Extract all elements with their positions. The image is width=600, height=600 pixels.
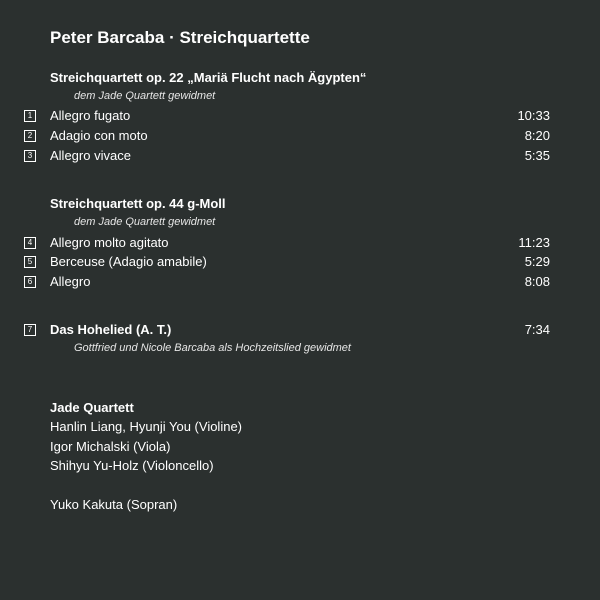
- work-title: Streichquartett op. 44 g-Moll: [50, 196, 226, 211]
- track-duration: 8:08: [524, 274, 550, 289]
- track-number-box: 2: [24, 130, 36, 142]
- track-number-box: 6: [24, 276, 36, 288]
- track-number-box: 3: [24, 150, 36, 162]
- track-title: Berceuse (Adagio amabile): [50, 254, 207, 269]
- work-dedication: Gottfried und Nicole Barcaba als Hochzeitslied gewidmet: [74, 342, 351, 354]
- track-title: Allegro fugato: [50, 108, 131, 123]
- track-title: Adagio con moto: [50, 128, 148, 143]
- track-title: Allegro vivace: [50, 148, 131, 163]
- track-duration: 5:35: [524, 148, 550, 163]
- track-title: Allegro molto agitato: [50, 235, 169, 250]
- ensemble-member: Shihyu Yu-Holz (Violoncello): [50, 458, 214, 473]
- page-title: Peter Barcaba · Streichquartette: [50, 28, 310, 47]
- track-duration: 5:29: [524, 254, 550, 269]
- track-number-box: 1: [24, 110, 36, 122]
- work-dedication: dem Jade Quartett gewidmet: [74, 216, 216, 228]
- ensemble-name: Jade Quartett: [50, 400, 134, 415]
- ensemble-member: Igor Michalski (Viola): [50, 439, 171, 454]
- track-number-box: 7: [24, 324, 36, 336]
- track-duration: 11:23: [518, 235, 550, 250]
- track-title: Allegro: [50, 274, 91, 289]
- work-dedication: dem Jade Quartett gewidmet: [74, 90, 216, 102]
- soloist: Yuko Kakuta (Sopran): [50, 497, 178, 512]
- track-number-box: 4: [24, 237, 36, 249]
- track-number-box: 5: [24, 256, 36, 268]
- ensemble-member: Hanlin Liang, Hyunji You (Violine): [50, 419, 242, 434]
- track-title: Das Hohelied (A. T.): [50, 322, 172, 337]
- track-duration: 10:33: [517, 108, 550, 123]
- work-title: Streichquartett op. 22 „Mariä Flucht nach Ägypten“: [50, 70, 367, 85]
- track-duration: 7:34: [524, 322, 550, 337]
- track-duration: 8:20: [524, 128, 550, 143]
